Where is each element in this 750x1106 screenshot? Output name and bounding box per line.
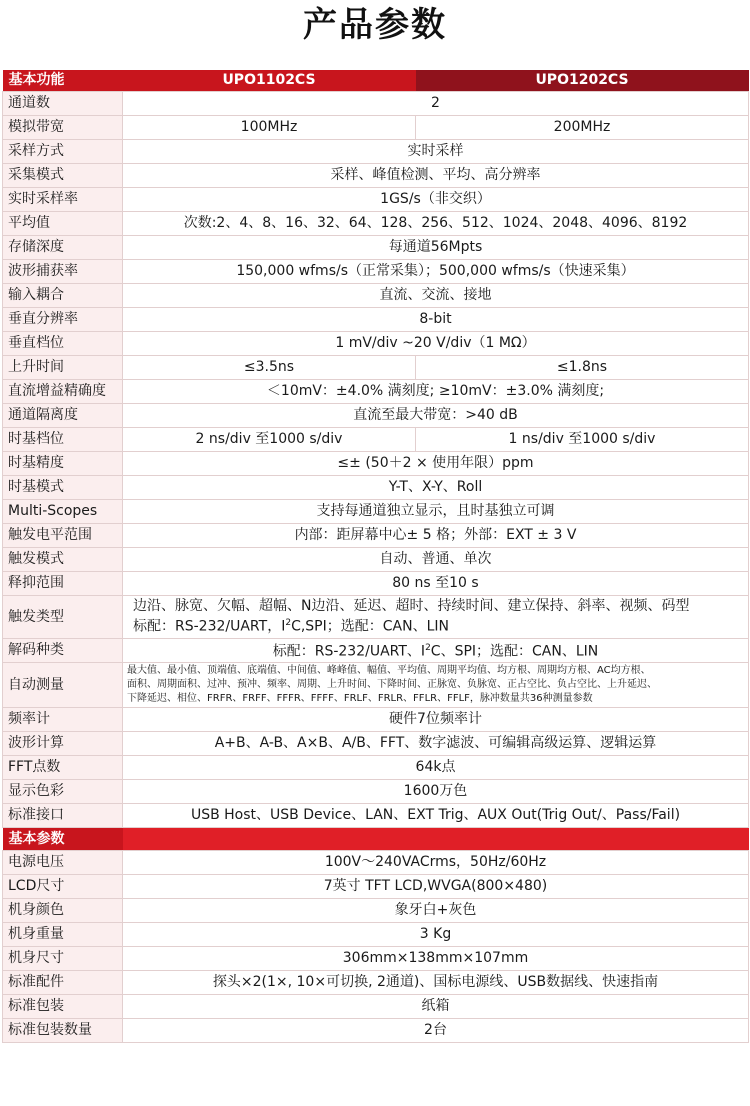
row-label: 输入耦合 <box>3 284 123 308</box>
row-value: 2台 <box>123 1019 749 1043</box>
table-row <box>3 971 749 995</box>
row-label: 标准包装数量 <box>3 1019 123 1043</box>
row-label: LCD尺寸 <box>3 875 123 899</box>
row-value: 标配：RS-232/UART、$I^2C$、SPI；选配：CAN、LIN <box>123 639 749 663</box>
table-row <box>3 1019 749 1043</box>
row-label: 采集模式 <box>3 164 123 188</box>
row-value <box>123 596 749 639</box>
table-row <box>3 663 749 708</box>
row-value: 每通道56Mpts <box>123 236 749 260</box>
row-value: 1 ns/div 至1000 s/div <box>416 428 749 452</box>
table-row <box>3 923 749 947</box>
row-value: 直流、交流、接地 <box>123 284 749 308</box>
row-value: A+B、A-B、A×B、A/B、FFT、数字滤波、可编辑高级运算、逻辑运算 <box>123 732 749 756</box>
table-row <box>3 236 749 260</box>
auto-measure-line2: 面积、周期面积、过冲、预冲、频率、周期、上升时间、下降时间、正脉宽、负脉宽、正占空比、负占空比、上升延迟、 <box>127 679 657 690</box>
row-label: 时基模式 <box>3 476 123 500</box>
header-basic-function: 基本功能 <box>3 70 123 92</box>
row-value <box>123 663 749 708</box>
row-label: 释抑范围 <box>3 572 123 596</box>
row-value: 纸箱 <box>123 995 749 1019</box>
row-label: 采样方式 <box>3 140 123 164</box>
header-model-2: UPO1202CS <box>416 70 749 92</box>
table-row <box>3 212 749 236</box>
row-label: 平均值 <box>3 212 123 236</box>
row-value: 次数:2、4、8、16、32、64、128、256、512、1024、2048、4096、8192 <box>123 212 749 236</box>
table-row <box>3 260 749 284</box>
row-label: 自动测量 <box>3 663 123 708</box>
table-row <box>3 500 749 524</box>
row-value: ≤± (50＋2 × 使用年限）ppm <box>123 452 749 476</box>
basic-function-rows <box>3 92 749 596</box>
row-label: 垂直档位 <box>3 332 123 356</box>
row-label: 触发类型 <box>3 596 123 639</box>
row-value: 1 mV/div ~20 V/div（1 MΩ） <box>123 332 749 356</box>
table-row <box>3 380 749 404</box>
row-label: 显示色彩 <box>3 780 123 804</box>
table-row <box>3 947 749 971</box>
section-basic-params: 基本参数 <box>3 828 123 851</box>
row-label: 直流增益精确度 <box>3 380 123 404</box>
auto-measure-line1: 最大值、最小值、顶端值、底端值、中间值、峰峰值、幅值、平均值、周期平均值、均方根、周期均方根、AC均方根、 <box>127 665 651 676</box>
table-row <box>3 284 749 308</box>
row-value: 2 ns/div 至1000 s/div <box>123 428 416 452</box>
row-value: 实时采样 <box>123 140 749 164</box>
row-value: ≤3.5ns <box>123 356 416 380</box>
row-label: 机身尺寸 <box>3 947 123 971</box>
row-value: 100V～240VACrms，50Hz/60Hz <box>123 851 749 875</box>
row-label: 通道数 <box>3 92 123 116</box>
table-row <box>3 596 749 639</box>
table-row <box>3 308 749 332</box>
row-value: 支持每通道独立显示，且时基独立可调 <box>123 500 749 524</box>
row-value: 采样、峰值检测、平均、高分辨率 <box>123 164 749 188</box>
row-value: 150,000 wfms/s（正常采集）；500,000 wfms/s（快速采集） <box>123 260 749 284</box>
row-label: 标准包装 <box>3 995 123 1019</box>
row-value: 80 ns 至10 s <box>123 572 749 596</box>
basic-params-rows <box>3 851 749 1043</box>
table-row <box>3 732 749 756</box>
row-value: 自动、普通、单次 <box>123 548 749 572</box>
row-label: 波形计算 <box>3 732 123 756</box>
table-row <box>3 524 749 548</box>
header-model-1: UPO1102CS <box>123 70 416 92</box>
row-label: 频率计 <box>3 708 123 732</box>
row-value: USB Host、USB Device、LAN、EXT Trig、AUX Out(Trig Out/、Pass/Fail) <box>123 804 749 828</box>
table-row <box>3 899 749 923</box>
row-value: 7英寸 TFT LCD,WVGA(800×480) <box>123 875 749 899</box>
row-value: 1600万色 <box>123 780 749 804</box>
table-header-row <box>3 70 749 92</box>
row-label: 机身重量 <box>3 923 123 947</box>
row-label: 存储深度 <box>3 236 123 260</box>
table-row <box>3 572 749 596</box>
table-row <box>3 851 749 875</box>
table-row <box>3 140 749 164</box>
row-label: 波形捕获率 <box>3 260 123 284</box>
table-row <box>3 756 749 780</box>
row-value: 象牙白+灰色 <box>123 899 749 923</box>
row-value: 探头×2(1×, 10×可切换, 2通道)、国标电源线、USB数据线、快速指南 <box>123 971 749 995</box>
page-title: 产品参数 <box>303 5 447 45</box>
row-label: 垂直分辨率 <box>3 308 123 332</box>
row-label: 实时采样率 <box>3 188 123 212</box>
row-value: Y-T、X-Y、Roll <box>123 476 749 500</box>
row-label: 时基档位 <box>3 428 123 452</box>
table-row <box>3 452 749 476</box>
table-row <box>3 708 749 732</box>
row-label: 触发模式 <box>3 548 123 572</box>
table-row <box>3 428 749 452</box>
row-value: 内部：距屏幕中心± 5 格；外部：EXT ± 3 V <box>123 524 749 548</box>
row-value: 2 <box>123 92 749 116</box>
table-row <box>3 404 749 428</box>
row-value: 硬件7位频率计 <box>123 708 749 732</box>
table-row <box>3 116 749 140</box>
trigger-type-line1: 边沿、脉宽、欠幅、超幅、N边沿、延迟、超时、持续时间、建立保持、斜率、视频、码型 <box>133 598 690 615</box>
table-row <box>3 332 749 356</box>
table-row <box>3 875 749 899</box>
row-label: 通道隔离度 <box>3 404 123 428</box>
table-row <box>3 804 749 828</box>
table-row <box>3 639 749 663</box>
row-value: 3 Kg <box>123 923 749 947</box>
row-label: 模拟带宽 <box>3 116 123 140</box>
auto-measure-line3: 下降延迟、相位、FRFR、FRFF、FFFR、FFFF、FRLF、FRLR、FFLR、FFLF，脉冲数量共36种测量参数 <box>127 693 593 704</box>
row-value: 1GS/s（非交织） <box>123 188 749 212</box>
row-label: 触发电平范围 <box>3 524 123 548</box>
row-label: 时基精度 <box>3 452 123 476</box>
row-value: 200MHz <box>416 116 749 140</box>
row-label: 上升时间 <box>3 356 123 380</box>
row-value: 100MHz <box>123 116 416 140</box>
row-value: 直流至最大带宽：>40 dB <box>123 404 749 428</box>
section-header-row <box>3 828 749 851</box>
row-value: 306mm×138mm×107mm <box>123 947 749 971</box>
basic-function-rows-2 <box>3 708 749 828</box>
table-row <box>3 548 749 572</box>
table-row <box>3 92 749 116</box>
row-value: ＜10mV：±4.0% 满刻度; ≥10mV：±3.0% 满刻度; <box>123 380 749 404</box>
table-row <box>3 188 749 212</box>
row-label: 标准配件 <box>3 971 123 995</box>
table-row <box>3 780 749 804</box>
table-row <box>3 164 749 188</box>
row-label: 电源电压 <box>3 851 123 875</box>
row-label: 机身颜色 <box>3 899 123 923</box>
table-row <box>3 476 749 500</box>
row-label: 标准接口 <box>3 804 123 828</box>
row-label: 解码种类 <box>3 639 123 663</box>
trigger-type-line2: 标配：RS-232/UART，$I^2C,SPI$；选配：CAN、LIN <box>133 618 449 635</box>
table-row <box>3 995 749 1019</box>
row-label: FFT点数 <box>3 756 123 780</box>
row-value: ≤1.8ns <box>416 356 749 380</box>
row-value: 8-bit <box>123 308 749 332</box>
row-value: 64k点 <box>123 756 749 780</box>
row-label: Multi-Scopes <box>3 500 123 524</box>
table-row <box>3 356 749 380</box>
spec-table <box>2 70 749 1043</box>
